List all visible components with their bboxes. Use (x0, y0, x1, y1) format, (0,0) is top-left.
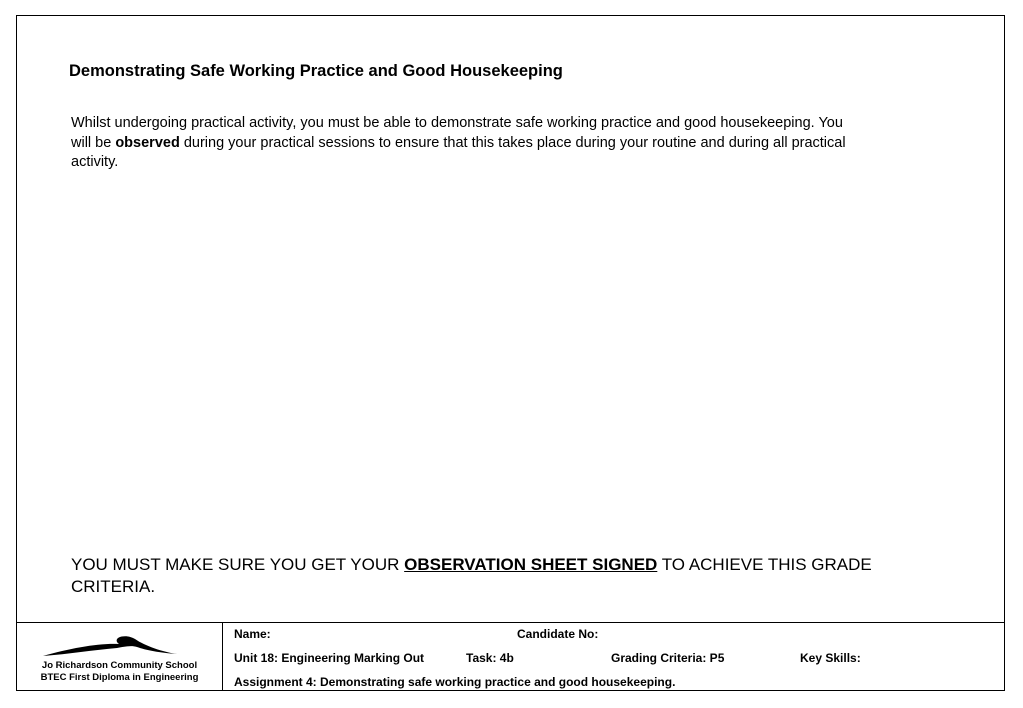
notice-emphasis: OBSERVATION SHEET SIGNED (404, 555, 658, 574)
bird-logo-icon (41, 632, 181, 660)
unit-label: Unit 18: Engineering Marking Out (234, 651, 425, 665)
intro-emphasis: observed (115, 134, 180, 151)
candidate-number-label: Candidate No: (517, 627, 599, 641)
intro-paragraph (71, 114, 861, 173)
intro-text-start: Whilst undergoing practical activity, you must be able to demonstrate safe working practice and good housekeeping. You will be (71, 115, 843, 151)
footer-panel (17, 622, 1004, 691)
grading-criteria-label: Grading Criteria: P5 (611, 651, 725, 665)
intro-text-end: during your practical sessions to ensure that this takes place during your routine and during all practical activity. (71, 134, 846, 170)
task-label: Task: 4b (466, 651, 514, 665)
assignment-label: Assignment 4: Demonstrating safe working practice and good housekeeping. (234, 675, 676, 689)
assignment-info (234, 623, 994, 691)
school-name: Jo Richardson Community School (41, 660, 198, 671)
notice-text-start: YOU MUST MAKE SURE YOU GET YOUR (71, 555, 405, 574)
document-sheet (16, 15, 1005, 691)
school-logo-box (17, 623, 223, 691)
page-title: Demonstrating Safe Working Practice and Good Housekeeping (69, 62, 563, 80)
course-name: BTEC First Diploma in Engineering (40, 672, 199, 683)
notice-text-end: TO ACHIEVE THIS GRADE CRITERIA. (71, 555, 872, 596)
name-label: Name: (234, 627, 271, 641)
observation-notice (71, 554, 901, 598)
key-skills-label: Key Skills: (800, 651, 861, 665)
